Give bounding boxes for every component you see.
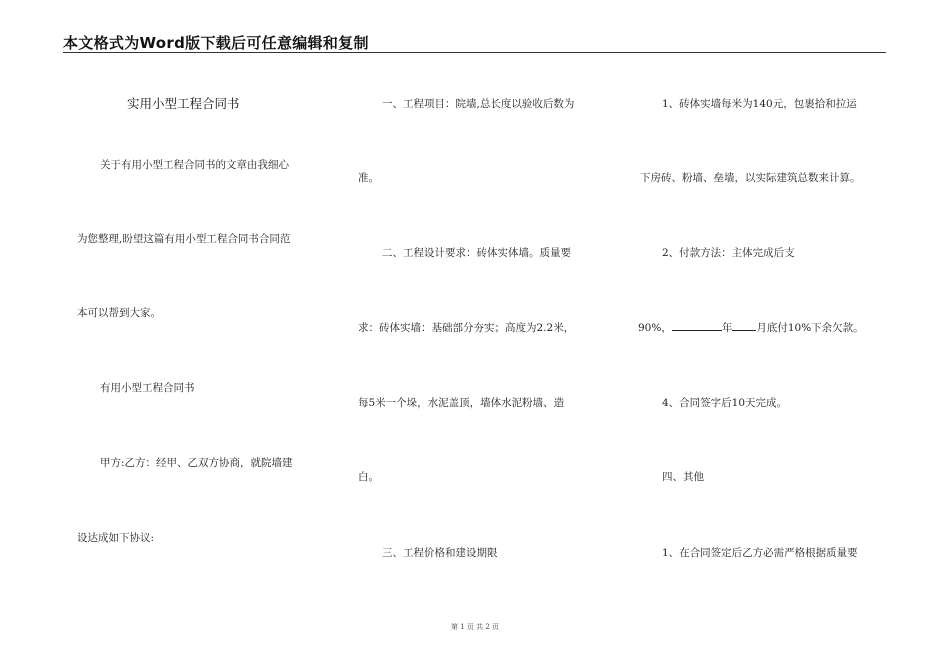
paragraph-line: 四、其他	[662, 471, 704, 483]
paragraph-line: 关于有用小型工程合同书的文章由我细心	[100, 159, 289, 171]
paragraph-line: 下房砖、粉墙、垒墙，以实际建筑总数来计算。	[640, 172, 861, 184]
paragraph-line: 白。	[358, 471, 379, 483]
payment-prefix: 90%，	[638, 322, 672, 334]
paragraph-line: 2、付款方法：主体完成后支	[662, 247, 795, 259]
page-number-footer: 第 1 页 共 2 页	[450, 623, 500, 631]
paragraph-line: 设达成如下协议:	[77, 532, 155, 544]
paragraph-line: 一、工程项目：院墙,总长度以验收后数为	[382, 98, 575, 110]
paragraph-line: 4、合同签字后10天完成。	[662, 397, 788, 409]
column-3	[620, 0, 910, 640]
column-1	[0, 0, 320, 640]
year-blank	[672, 321, 722, 331]
paragraph-line: 二、工程设计要求：砖体实体墙。质量要	[382, 247, 571, 259]
paragraph-line: 甲方:乙方：经甲、乙双方协商，就院墙建	[100, 457, 293, 469]
payment-month-suffix: 月底付10%下余欠款。	[756, 322, 864, 334]
payment-year-label: 年	[721, 322, 733, 334]
paragraph-line: 准。	[358, 172, 379, 184]
document-title: 实用小型工程合同书	[127, 96, 240, 111]
paragraph-line: 为您整理,盼望这篇有用小型工程合同书合同范	[77, 233, 291, 245]
paragraph-line: 每5米一个垛，水泥盖顶，墙体水泥粉墙、造	[358, 397, 565, 409]
paragraph-line: 有用小型工程合同书	[100, 382, 195, 394]
page-header: 本文格式为Word版下载后可任意编辑和复制	[63, 34, 369, 52]
paragraph-line: 1、砖体实墙每米为140元，包裹拾和拉运	[662, 98, 857, 110]
column-2	[340, 0, 630, 640]
paragraph-line: 求：砖体实墙：基础部分夯实；高度为2.2米，	[358, 322, 575, 334]
paragraph-line: 本可以帮到大家。	[77, 307, 161, 319]
month-blank	[732, 321, 756, 331]
paragraph-line: 三、工程价格和建设期限	[382, 547, 498, 559]
paragraph-line: 1、在合同签定后乙方必需严格根据质量要	[662, 547, 858, 559]
payment-terms-line	[638, 320, 864, 335]
